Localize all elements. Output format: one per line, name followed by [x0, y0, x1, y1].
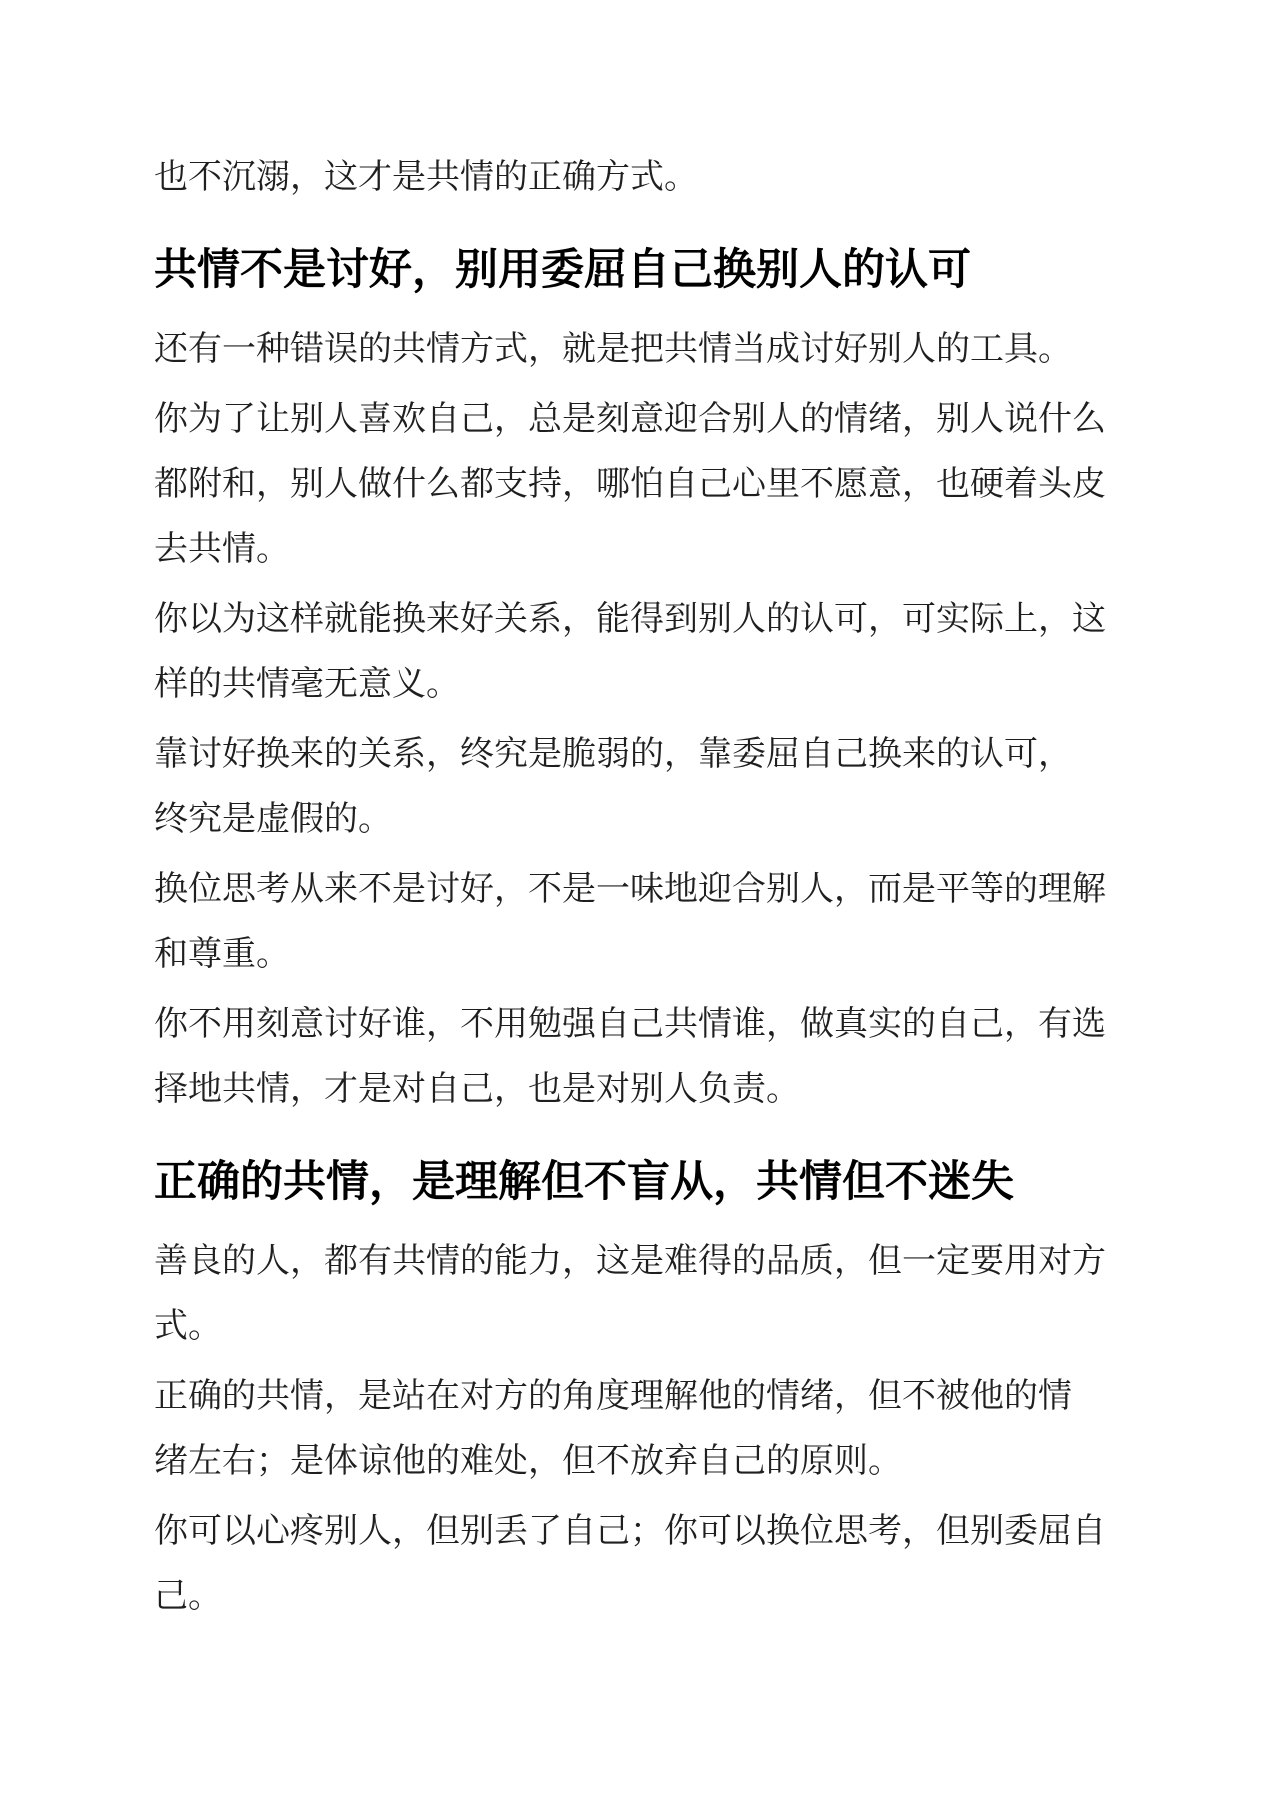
paragraph [154, 145, 1154, 210]
paragraph-line: 和尊重。 [154, 934, 290, 974]
paragraph-line: 还有一种错误的共情方式，就是把共情当成讨好别人的工具。 [154, 329, 1072, 369]
paragraph-line: 也不沉溺，这才是共情的正确方式。 [154, 157, 698, 197]
paragraph-line: 己。 [154, 1576, 222, 1616]
section-heading: 共情不是讨好，别用委屈自己换别人的认可 [154, 245, 971, 295]
paragraph-line: 绪左右；是体谅他的难处，但不放弃自己的原则。 [154, 1441, 902, 1481]
paragraph [154, 1364, 1154, 1494]
paragraph [154, 992, 1154, 1122]
paragraph [154, 1499, 1154, 1629]
paragraph [154, 857, 1154, 987]
paragraph-line: 你为了让别人喜欢自己，总是刻意迎合别人的情绪，别人说什么 [154, 399, 1106, 439]
paragraph-line: 去共情。 [154, 529, 290, 569]
paragraph-line: 样的共情毫无意义。 [154, 664, 460, 704]
paragraph-line: 式。 [154, 1306, 222, 1346]
paragraph-line: 择地共情，才是对自己，也是对别人负责。 [154, 1069, 800, 1109]
paragraph [154, 587, 1154, 717]
document-page [154, 145, 1154, 1634]
paragraph-line: 终究是虚假的。 [154, 799, 392, 839]
paragraph-line: 换位思考从来不是讨好，不是一味地迎合别人，而是平等的理解 [154, 869, 1106, 909]
paragraph-line: 你以为这样就能换来好关系，能得到别人的认可，可实际上，这 [154, 599, 1106, 639]
paragraph-line: 都附和，别人做什么都支持，哪怕自己心里不愿意，也硬着头皮 [154, 464, 1106, 504]
paragraph-line: 善良的人，都有共情的能力，这是难得的品质，但一定要用对方 [154, 1241, 1106, 1281]
paragraph-line: 靠讨好换来的关系，终究是脆弱的，靠委屈自己换来的认可， [154, 734, 1072, 774]
paragraph [154, 1229, 1154, 1359]
paragraph [154, 387, 1154, 582]
paragraph-line: 正确的共情，是站在对方的角度理解他的情绪，但不被他的情 [154, 1376, 1072, 1416]
paragraph-line: 你不用刻意讨好谁，不用勉强自己共情谁，做真实的自己，有选 [154, 1004, 1106, 1044]
section-heading: 正确的共情，是理解但不盲从，共情但不迷失 [154, 1157, 1014, 1207]
paragraph [154, 722, 1154, 852]
paragraph [154, 317, 1154, 382]
paragraph-line: 你可以心疼别人，但别丢了自己；你可以换位思考，但别委屈自 [154, 1511, 1106, 1551]
